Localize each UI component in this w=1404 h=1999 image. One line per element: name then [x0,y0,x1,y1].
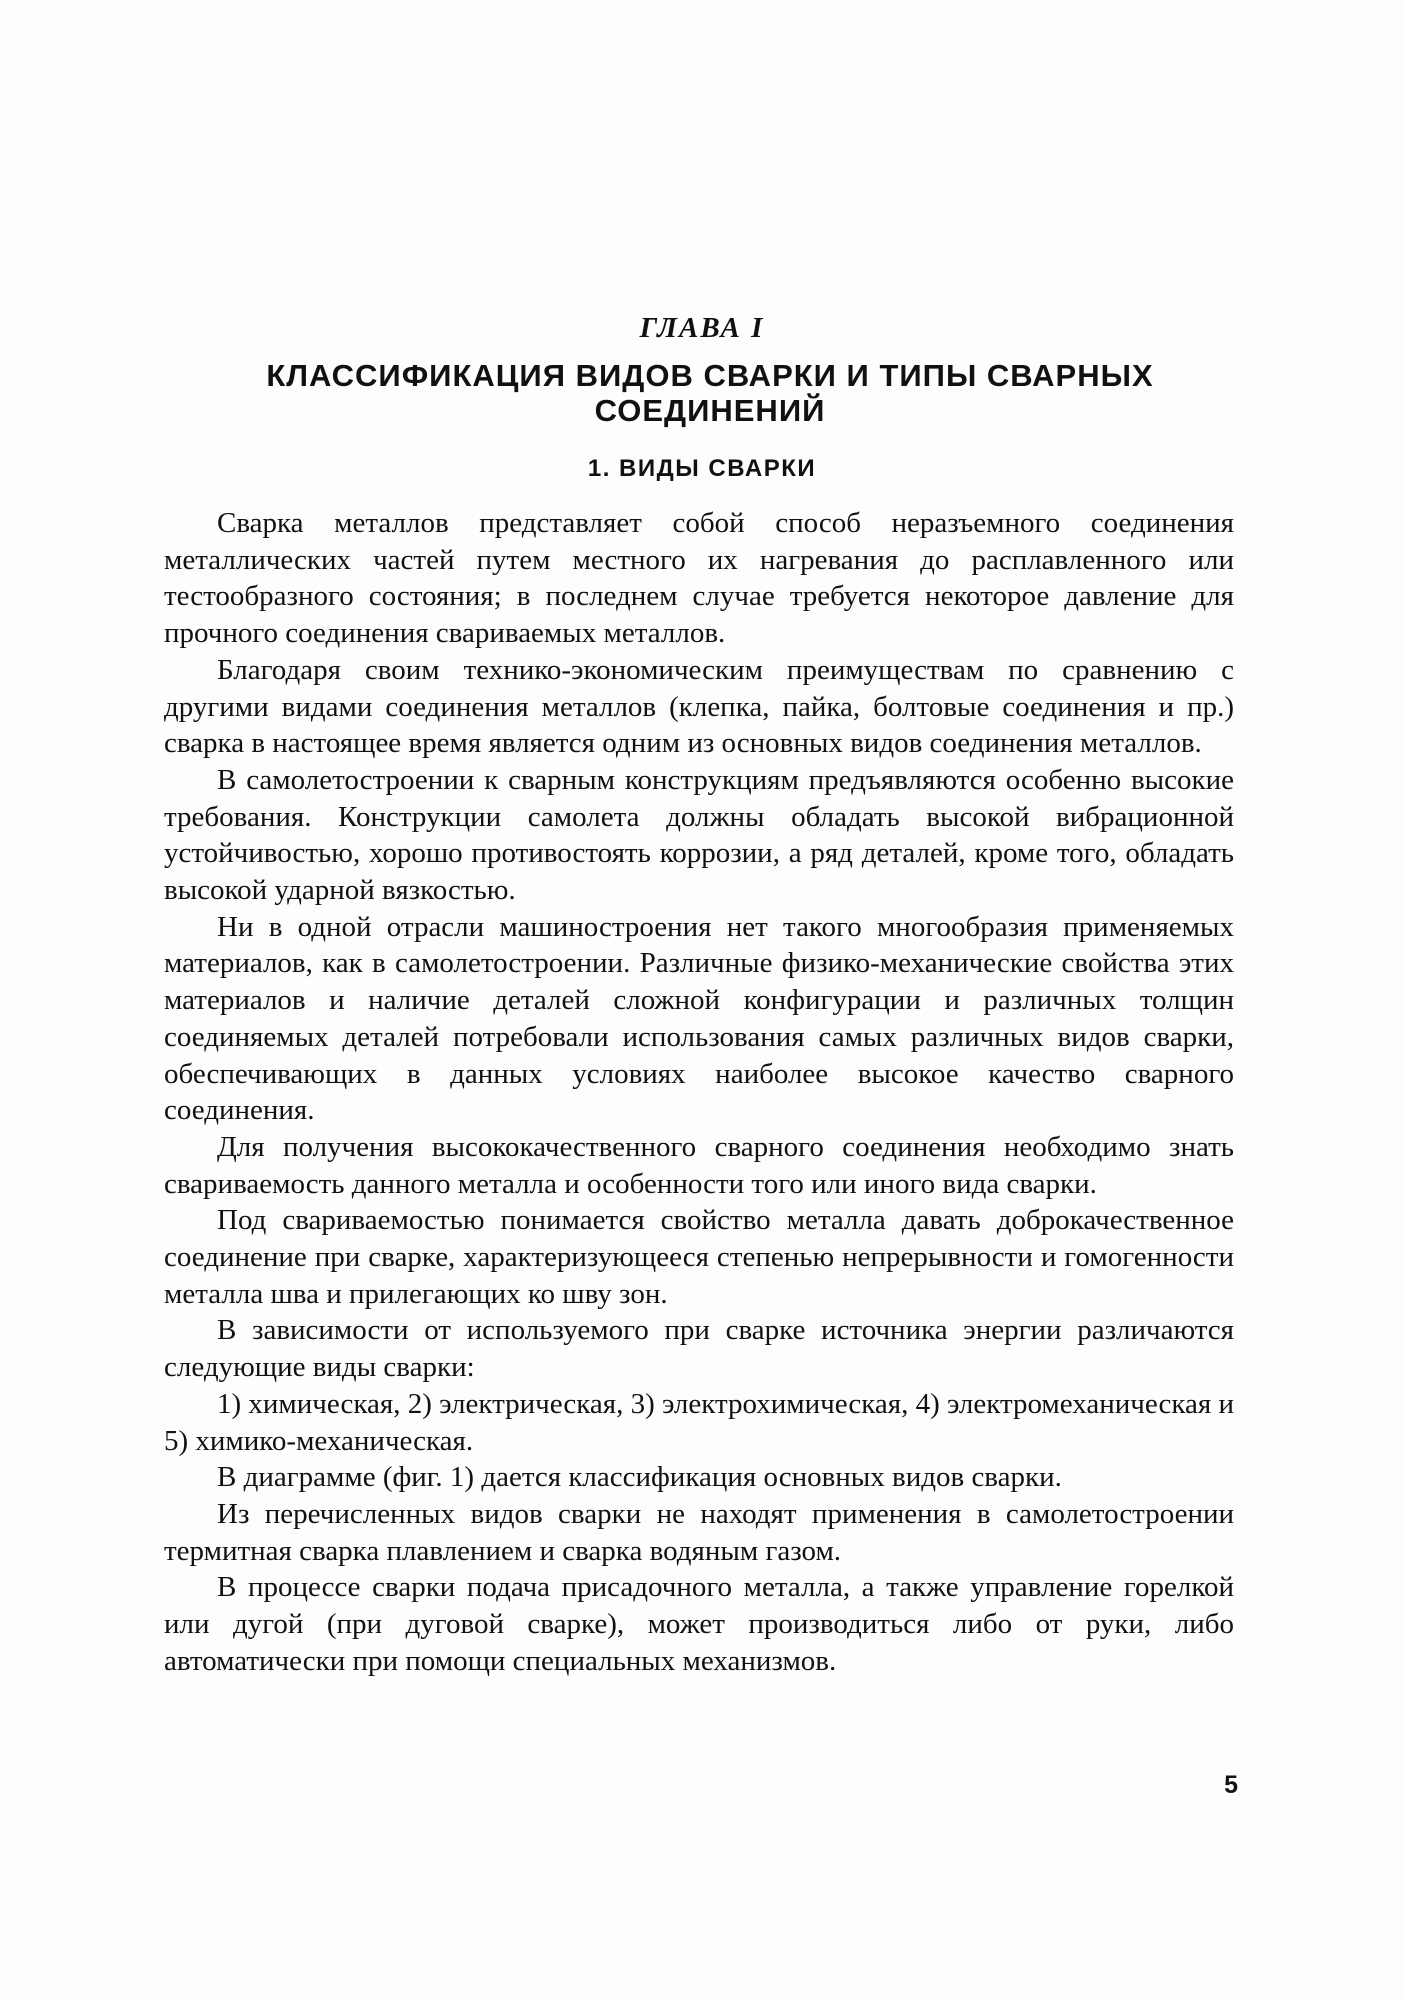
chapter-label: ГЛАВА I [639,312,765,344]
page-number: 5 [1224,1771,1238,1799]
paragraph: Из перечисленных видов сварки не находят применения в самолетостроении термитная сварка плавлением и сварка водяным газом. [164,1497,1234,1567]
paragraph: В процессе сварки подача присадочного металла, а также управление горелкой или дугой (при дуговой сварке), может производиться либо от руки, либо автоматически при помощи специальных механизмов. [164,1571,1234,1677]
paragraph: В зависимости от используемого при сварке источника энергии различаются следующие виды сварки: [164,1314,1234,1384]
paragraph: Сварка металлов представляет собой способ неразъемного соединения металлических частей путем местного их нагревания до расплавленного или тестообразного состояния; в последнем случае требуется некоторое давление для прочного соединения свариваемых металлов. [164,507,1234,650]
paragraph: В самолетостроении к сварным конструкциям предъявляются особенно высокие требования. Конструкции самолета должны обладать высокой вибрационной устойчивостью, хорошо противостоять коррозии, а ряд деталей, кроме того, обладать высокой ударной вязкостью. [164,763,1234,907]
paragraph: Для получения высококачественного сварного соединения необходимо знать свариваемость данного металла и особенности того или иного вида сварки. [164,1130,1234,1200]
chapter-title: КЛАССИФИКАЦИЯ ВИДОВ СВАРКИ И ТИПЫ СВАРНЫХ СОЕДИНЕНИЙ [266,358,1154,428]
list-paragraph: 1) химическая, 2) электрическая, 3) электрохимическая, 4) электромеханическая и 5) химико-механическая. [164,1387,1234,1457]
paragraph: Ни в одной отрасли машиностроения нет такого многообразия применяемых материалов, как в самолетостроении. Различные физико-механические свойства этих материалов и наличие деталей сложной конфигурации и различных толщин соединяемых деталей потребовали использования самых различных видов сварки, обеспечивающих в данных условиях наиболее высокое качество сварного соединения. [164,910,1234,1127]
paragraph: Под свариваемостью понимается свойство металла давать доброкачественное соединение при сварке, характеризующееся степенью непрерывности и гомогенности металла шва и прилегающих ко шву зон. [164,1204,1234,1310]
paragraph: В диаграмме (фиг. 1) дается классификация основных видов сварки. [217,1461,1062,1494]
section-title: 1. ВИДЫ СВАРКИ [587,455,817,482]
paragraph: Благодаря своим технико-экономическим преимуществам по сравнению с другими видами соединения металлов (клепка, пайка, болтовые соединения и пр.) сварка в настоящее время является одним из основных видов соединения металлов. [164,653,1234,760]
body-text [164,505,1234,1680]
